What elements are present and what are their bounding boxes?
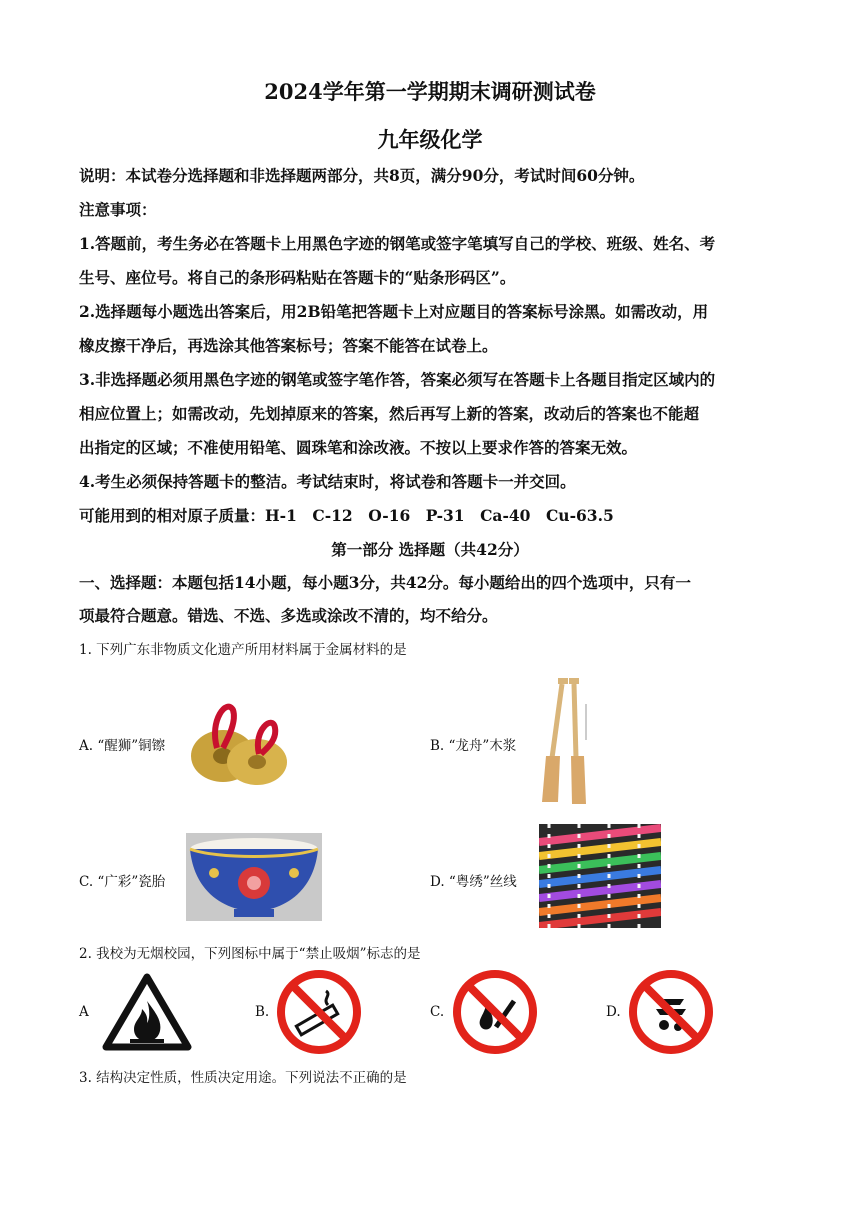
question-1-stem: 1. 下列广东非物质文化遗产所用材料属于金属材料的是 bbox=[79, 642, 407, 658]
part1-instruction: 一、选择题：本题包括14小题，每小题3分，共42分。每小题给出的四个选项中，只有一 bbox=[79, 573, 691, 592]
no-smoking-sign-icon bbox=[276, 969, 362, 1055]
embroidery-threads-image bbox=[539, 824, 661, 928]
q2-option-a-label: A bbox=[79, 1004, 89, 1020]
porcelain-bowl-image bbox=[186, 833, 322, 921]
atomic-masses: 可能用到的相对原子质量：H-1 C-12 O-16 P-31 Ca-40 Cu-63.5 bbox=[79, 506, 614, 525]
notes-heading: 注意事项： bbox=[79, 200, 157, 219]
question-3-stem: 3. 结构决定性质，性质决定用途。下列说法不正确的是 bbox=[79, 1070, 407, 1086]
cymbals-image bbox=[187, 690, 291, 790]
note-line: 出指定的区域；不准使用铅笔、圆珠笔和涂改液。不按以上要求作答的答案无效。 bbox=[79, 438, 638, 457]
exam-subtitle: 九年级化学 bbox=[377, 127, 483, 152]
q2-option-d-label: D. bbox=[606, 1004, 621, 1020]
note-line: 生号、座位号。将自己的条形码粘贴在答题卡的“贴条形码区”。 bbox=[79, 268, 516, 287]
exam-description: 说明：本试卷分选择题和非选择题两部分，共8页，满分90分，考试时间60分钟。 bbox=[79, 166, 645, 185]
question-2-stem: 2. 我校为无烟校园，下列图标中属于“禁止吸烟”标志的是 bbox=[79, 946, 421, 962]
note-line: 1.答题前，考生务必在答题卡上用黑色字迹的钢笔或签字笔填写自己的学校、班级、姓名、考 bbox=[79, 234, 716, 253]
flammable-warning-icon bbox=[102, 973, 192, 1051]
q1-option-a-label: A. “醒狮”铜镲 bbox=[79, 738, 166, 754]
q2-option-c-label: C. bbox=[430, 1004, 445, 1020]
note-line: 相应位置上；如需改动，先划掉原来的答案，然后再写上新的答案，改动后的答案也不能超 bbox=[79, 404, 700, 423]
exam-title: 2024学年第一学期期末调研测试卷 bbox=[264, 79, 596, 104]
q1-option-b-label: B. “龙舟”木浆 bbox=[430, 738, 517, 754]
note-line: 2.选择题每小题选出答案后，用2B铅笔把答题卡上对应题目的答案标号涂黑。如需改动，用 bbox=[79, 302, 709, 321]
q2-option-b-label: B. bbox=[255, 1004, 270, 1020]
part1-heading: 第一部分 选择题（共42分） bbox=[331, 540, 529, 559]
q1-option-d-label: D. “粤绣”丝线 bbox=[430, 874, 517, 890]
note-line: 4.考生必须保持答题卡的整洁。考试结束时，将试卷和答题卡一并交回。 bbox=[79, 472, 576, 491]
part1-instruction: 项最符合题意。错选、不选、多选或涂改不清的，均不给分。 bbox=[79, 606, 498, 625]
q1-option-c-label: C. “广彩”瓷胎 bbox=[79, 874, 166, 890]
note-line: 3.非选择题必须用黑色字迹的钢笔或签字笔作答，答案必须写在答题卡上各题目指定区域内的 bbox=[79, 370, 716, 389]
paddles-image bbox=[538, 674, 590, 808]
note-line: 橡皮擦干净后，再选涂其他答案标号；答案不能答在试卷上。 bbox=[79, 336, 498, 355]
no-open-flame-sign-icon bbox=[452, 969, 538, 1055]
no-fireworks-sign-icon bbox=[628, 969, 714, 1055]
